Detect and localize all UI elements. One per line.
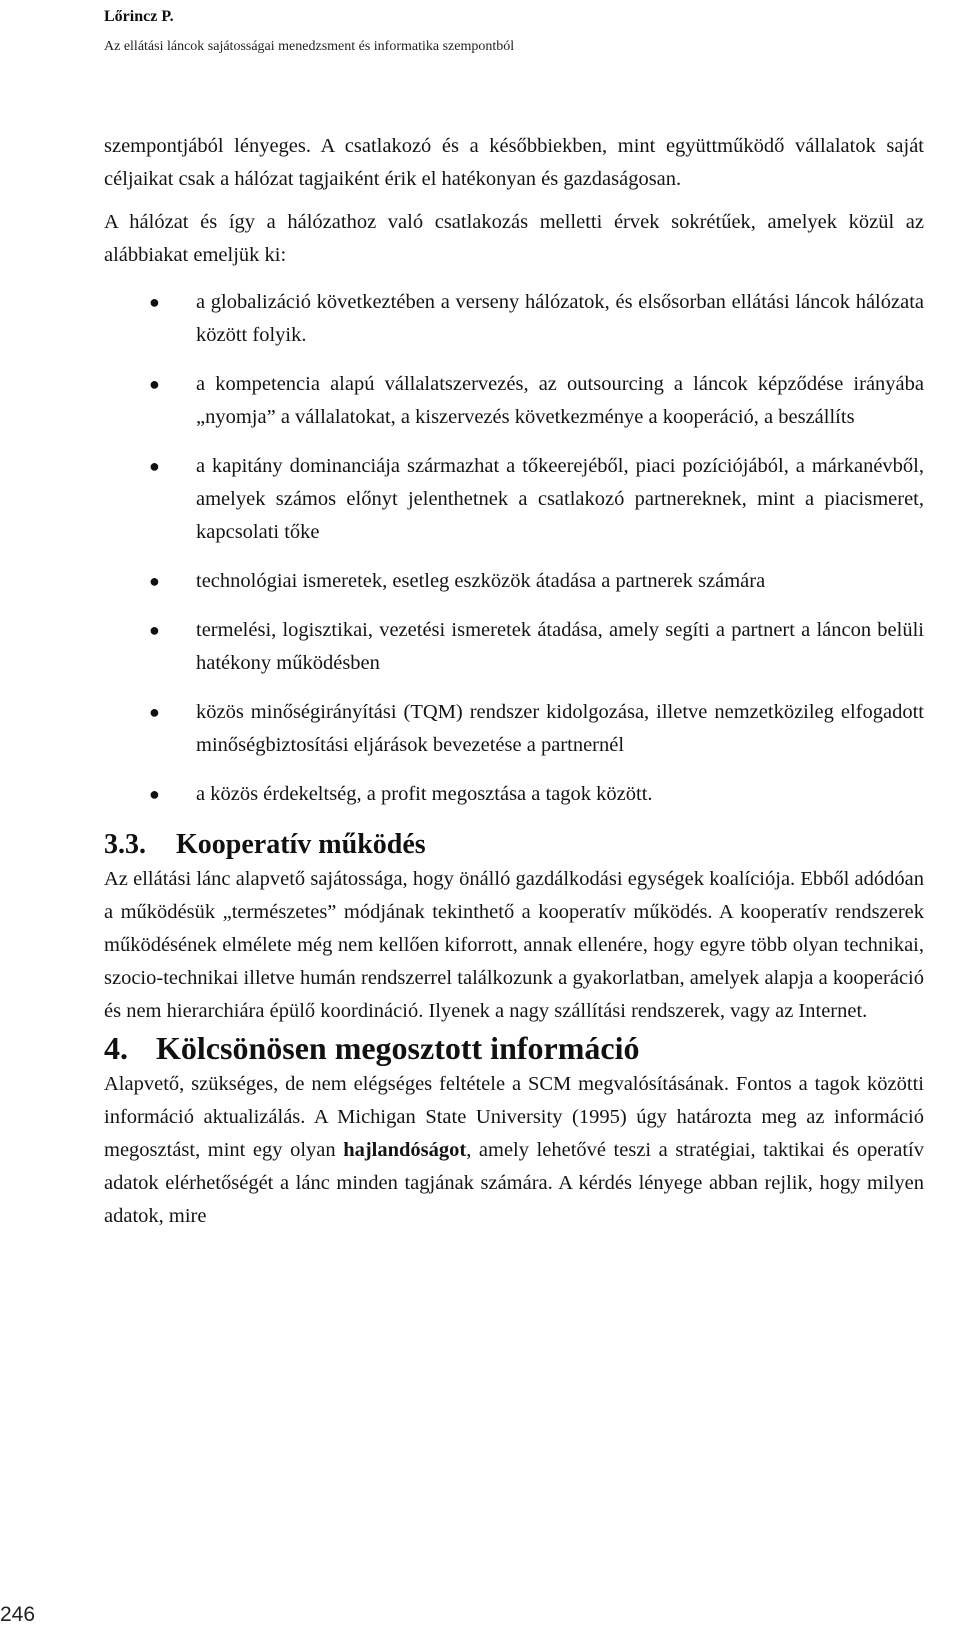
section-title: Kooperatív működés (176, 829, 426, 860)
bullet-icon: ● (149, 456, 160, 476)
list-item (104, 286, 924, 352)
list-item-text: a közös érdekeltség, a profit megosztása a tagok között. (196, 783, 653, 805)
header-author: Lőrincz P. (104, 8, 174, 25)
section-title: Kölcsönösen megosztott információ (156, 1030, 640, 1066)
list-item (104, 778, 924, 811)
list-item-text: a globalizáció következtében a verseny hálózatok, és elsősorban ellátási láncok hálózata között folyik. (196, 291, 924, 346)
paragraph-cooperative: Az ellátási lánc alapvető sajátossága, hogy önálló gazdálkodási egységek koalíciója. Ebből adódóan a működésük „természetes” módjának tekinthető a kooperatív működés. A kooperatív rendszerek működésének elmélete még nem kellően kiforrott, annak ellenére, hogy egyre több olyan technikai, szocio-technikai illetve humán rendszerrel találkozunk a gyakorlatban, amelyek alapja a kooperáció és nem hierarchiára épülő koordináció. Ilyenek a nagy szállítási rendszerek, vagy az Internet. (104, 868, 924, 1022)
bullet-icon: ● (149, 374, 160, 394)
list-item-text: közös minőségirányítási (TQM) rendszer kidolgozása, illetve nemzetközileg elfogadott minőségbiztosítási eljárások bevezetése a partnernél (196, 701, 924, 756)
list-item (104, 368, 924, 434)
text-run: Alapvető, szükséges, de nem elégséges feltétele a SCM megvalósításának. Fontos a tagok közötti információ aktualizálás. A Michigan State University (1995) úgy határozta meg az információ megosztást, mint egy olyan (104, 1073, 924, 1161)
argument-list (104, 286, 924, 811)
section-heading-3-3 (104, 827, 924, 863)
list-item-text: a kapitány dominanciája származhat a tőkeerejéből, piaci pozíciójából, a márkanévből, amelyek számos előnyt jelenthetnek a csatlakozó partnereknek, mint a piacismeret, kapcsolati tőke (196, 455, 924, 543)
paragraph-arguments: A hálózat és így a hálózathoz való csatlakozás melletti érvek sokrétűek, amelyek közül az alábbiakat emeljük ki: (104, 211, 924, 266)
page-content (104, 130, 924, 1233)
list-item (104, 696, 924, 762)
section-heading-4 (104, 1028, 924, 1068)
section-number: 4. (104, 1030, 128, 1066)
bullet-icon: ● (149, 292, 160, 312)
list-item-text: termelési, logisztikai, vezetési ismeretek átadása, amely segíti a partnert a láncon belüli hatékony működésben (196, 619, 924, 674)
page-number: 246 (0, 1603, 36, 1626)
list-item (104, 450, 924, 549)
paragraph-information (104, 1068, 924, 1233)
list-item (104, 565, 924, 598)
header-title: Az ellátási láncok sajátosságai menedzsment és informatika szempontból (104, 39, 515, 54)
list-item (104, 614, 924, 680)
list-item-text: technológiai ismeretek, esetleg eszközök átadása a partnerek számára (196, 570, 766, 592)
running-header (104, 7, 920, 57)
paragraph-intro: szempontjából lényeges. A csatlakozó és a későbbiekben, mint együttműködő vállalatok saját céljaikat csak a hálózat tagjaiként érik el hatékonyan és gazdaságosan. (104, 135, 924, 190)
bullet-icon: ● (149, 620, 160, 640)
bullet-icon: ● (149, 784, 160, 804)
bold-term: hajlandóságot (343, 1139, 467, 1161)
section-number: 3.3. (104, 829, 146, 860)
text-run: , amely lehetővé teszi a stratégiai, taktikai és operatív adatok elérhetőségét a lánc minden tagjának számára. A kérdés lényege abban rejlik, hogy milyen adatok, mire (104, 1139, 924, 1227)
list-item-text: a kompetencia alapú vállalatszervezés, az outsourcing a láncok képződése irányába „nyomja” a vállalatokat, a kiszervezés következménye a kooperáció, a beszállíts (196, 373, 924, 428)
bullet-icon: ● (149, 702, 160, 722)
bullet-icon: ● (149, 571, 160, 591)
